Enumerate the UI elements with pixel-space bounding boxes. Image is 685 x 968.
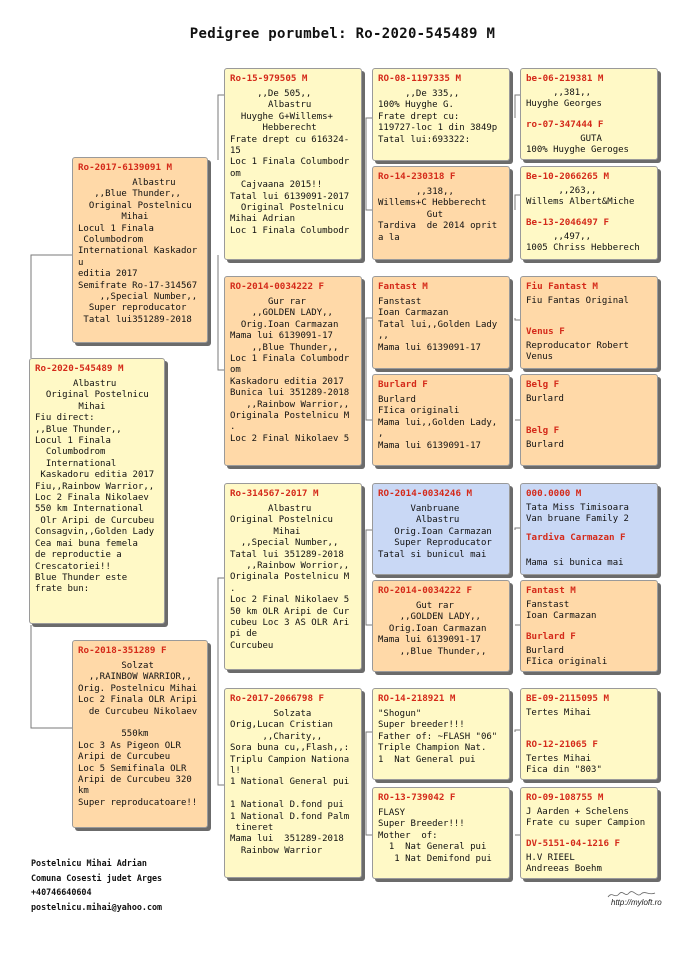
pigeon-card-dss[interactable] xyxy=(372,483,510,575)
pigeon-card-dam-dam[interactable] xyxy=(224,688,362,878)
pigeon-description: Reproducator Robert Venus xyxy=(526,341,629,363)
pigeon-card-sds[interactable] xyxy=(372,276,510,369)
pigeon-card-sire-sire[interactable] xyxy=(224,68,362,260)
pigeon-description: Tertes Mihai Fica din "803" xyxy=(526,754,602,776)
pigeon-card-sire[interactable] xyxy=(72,157,208,343)
pigeon-ring-id: 000.0000 M xyxy=(526,488,582,499)
pigeon-description: J Aarden + Schelens Frate cu super Campion xyxy=(526,807,646,829)
pigeon-ring-id: ro-07-347444 F xyxy=(526,119,604,130)
pigeon-description: Albastru ,,Blue Thunder,, Original Postelnicu Mihai Locul 1 Finala Columbodrom International Kaskador u editia 2017 Semifrate Ro-17-314567 ,,Special Number,, Super reproducator Tatal lui351289-2018 xyxy=(78,178,198,325)
pigeon-description: ,,De 335,, 100% Huyghe G. Frate drept cu: 119727-loc 1 din 3849p Tatal lui:693322: xyxy=(378,89,498,145)
pigeon-ring-id: DV-5151-04-1216 F xyxy=(526,838,621,849)
pigeon-description: "Shogun" Super breeder!!! Father of: ~FLASH "06" Triple Champion Nat. 1 Nat General pui xyxy=(378,709,498,765)
pigeon-ring-id: Burlard F xyxy=(526,631,576,642)
pigeon-card-ssd[interactable] xyxy=(372,166,510,260)
pigeon-description: Solzata Orig,Lucan Cristian ,,Charity,, Sora buna cu,,Flash,,: Triplu Campion Nationa l! 1 National General pui 1 National D.fond pui 1 National D.fond Palm tineret Mama lui 351289-2018 Rainbow Warrior xyxy=(230,709,350,856)
pigeon-description: Tata Miss Timisoara Van bruane Family 2 xyxy=(526,503,629,525)
breeder-address: Comuna Cosesti judet Arges xyxy=(31,872,163,883)
pigeon-card-pair-5[interactable] xyxy=(520,483,658,575)
website-credit[interactable]: http://myloft.ro xyxy=(611,898,662,907)
pigeon-ring-id: RO-12-21065 F xyxy=(526,739,598,750)
pigeon-ring-id: RO-2014-0034246 M xyxy=(378,488,473,499)
pigeon-ring-id: Ro-14-230318 F xyxy=(378,171,456,182)
pigeon-ring-id: Ro-15-979505 M xyxy=(230,73,308,84)
pigeon-ring-id: RO-09-108755 M xyxy=(526,792,604,803)
pigeon-card-sss[interactable] xyxy=(372,68,510,161)
pigeon-ring-id: Fantast M xyxy=(526,585,576,596)
pigeon-ring-id: Ro-2018-351289 F xyxy=(78,645,167,656)
pigeon-ring-id: RO-14-218921 M xyxy=(378,693,456,704)
pigeon-card-pair-6[interactable] xyxy=(520,580,658,672)
pigeon-description: FLASY Super Breeder!!! Mother of: 1 Nat General pui 1 Nat Demifond pui xyxy=(378,808,492,864)
pigeon-ring-id: Belg F xyxy=(526,379,560,390)
pigeon-description: Albastru Original Postelnicu Mihai Fiu direct: ,,Blue Thunder,, Locul 1 Finala Columbodrom International Kaskadoru editia 2017 Fiu,,Rainbow Warrior,, Loc 2 Finala Nikolaev 550 km International Olr Aripi de Curcubeu Consagvin,,Golden Lady Cea mai buna femela de reproductie a Crescatoriei!! Blue Thunder este frate bun: xyxy=(35,379,155,595)
pigeon-description: ,,318,, Willems+C Hebberecht Gut Tardiva de 2014 oprit a la xyxy=(378,187,498,243)
pigeon-description: ,,De 505,, Albastru Huyghe G+Willems+ Hebberecht Frate drept cu 616324- 15 Loc 1 Finala Columbodr om Cajvaana 2015!! Tatal lui 6139091-2017 Original Postelnicu Mihai Adrian Loc 1 Finala Columbodr xyxy=(230,89,350,236)
pigeon-card-ddd[interactable] xyxy=(372,787,510,879)
pigeon-card-subject[interactable] xyxy=(29,358,165,624)
pigeon-ring-id: RO-08-1197335 M xyxy=(378,73,461,84)
pigeon-card-pair-3[interactable] xyxy=(520,276,658,369)
pigeon-card-pair-2[interactable] xyxy=(520,166,658,260)
pigeon-card-dds[interactable] xyxy=(372,688,510,780)
pigeon-card-pair-8[interactable] xyxy=(520,787,658,879)
pigeon-description: Burlard xyxy=(526,440,564,450)
pigeon-ring-id: Be-13-2046497 F xyxy=(526,217,609,228)
pigeon-ring-id: RO-2014-0034222 F xyxy=(378,585,473,596)
pigeon-ring-id: Ro-314567-2017 M xyxy=(230,488,319,499)
pigeon-description: Mama si bunica mai xyxy=(526,558,624,569)
pigeon-card-sdd[interactable] xyxy=(372,374,510,466)
pigeon-card-dsd[interactable] xyxy=(372,580,510,672)
pigeon-description: H.V RIEEL Andreeas Boehm xyxy=(526,853,602,875)
pigeon-description: Burlard FIica originali xyxy=(526,646,608,668)
pigeon-description: Burlard FIica originali Mama lui,,Golden Lady, , Mama lui 6139091-17 xyxy=(378,395,498,451)
pigeon-description: ,,381,, Huyghe Georges xyxy=(526,88,602,110)
pigeon-card-pair-4[interactable] xyxy=(520,374,658,466)
pigeon-description: Gut rar ,,GOLDEN LADY,, Orig.Ioan Carmazan Mama lui 6139091-17 ,,Blue Thunder,, xyxy=(378,601,487,657)
pigeon-description: ,,497,, 1005 Chriss Hebberech xyxy=(526,232,640,254)
pigeon-ring-id: BE-09-2115095 M xyxy=(526,693,609,704)
pigeon-ring-id: Ro-2020-545489 M xyxy=(35,363,124,374)
pigeon-description: Fanstast Ioan Carmazan Tatal lui,,Golden Lady ,, Mama lui 6139091-17 xyxy=(378,297,498,353)
pigeon-description: Fiu Fantas Original xyxy=(526,296,629,306)
pigeon-ring-id: Venus F xyxy=(526,326,565,337)
breeder-name: Postelnicu Mihai Adrian xyxy=(31,858,147,868)
pigeon-description: Burlard xyxy=(526,394,564,404)
pigeon-ring-id: Burlard F xyxy=(378,379,428,390)
breeder-contact xyxy=(31,856,162,914)
pigeon-ring-id: Tardiva Carmazan F xyxy=(526,532,626,543)
pigeon-card-sire-dam[interactable] xyxy=(224,276,362,466)
pigeon-ring-id: Ro-2017-2066798 F xyxy=(230,693,325,704)
breeder-email[interactable]: postelnicu.mihai@yahoo.com xyxy=(31,901,163,912)
pigeon-description: Albastru Original Postelnicu Mihai ,,Special Number,, Tatal lui 351289-2018 ,,Rainbow Worrior,, Originala Postelnicu M . Loc 2 Final Nikolaev 5 50 km OLR Aripi de Cur cubeu Loc 3 AS OLR Ari pi de Curcubeu xyxy=(230,504,350,651)
pigeon-description: Gur rar ,,GOLDEN LADY,, Orig.Ioan Carmazan Mama lui 6139091-17 ,,Blue Thunder,, Loc 1 Finala Columbodr om Kaskadoru editia 2017 Bunica lui 351289-2018 ,,Rainbow Warrior,, Originala Postelnicu M . Loc 2 Final Nikolaev 5 xyxy=(230,297,350,444)
breeder-phone: +40746640604 xyxy=(31,887,92,897)
pigeon-ring-id: be-06-219381 M xyxy=(526,73,604,84)
page-title: Pedigree porumbel: Ro-2020-545489 M xyxy=(189,26,496,42)
pigeon-ring-id: Belg F xyxy=(526,425,560,436)
pigeon-description: ,,263,, Willems Albert&Miche xyxy=(526,186,635,208)
pigeon-ring-id: Fantast M xyxy=(378,281,428,292)
pigeon-card-pair-7[interactable] xyxy=(520,688,658,780)
pigeon-description: Solzat ,,RAINBOW WARRIOR,, Orig. Postelnicu Mihai Loc 2 Finala OLR Aripi de Curcubeu Nikolaev 550km Loc 3 As Pigeon OLR Aripi de Curcubeu Loc 5 Semifinala OLR Aripi de Curcubeu 320 km Super reproducatoare!! xyxy=(78,661,198,808)
pigeon-description: Vanbruane Albastru Orig.Ioan Carmazan Super Reproducator Tatal si bunicul mai xyxy=(378,504,492,560)
pigeon-ring-id: Fiu Fantast M xyxy=(526,281,598,292)
pigeon-ring-id: RO-13-739042 F xyxy=(378,792,456,803)
pigeon-ring-id: RO-2014-0034222 F xyxy=(230,281,325,292)
pigeon-description: Tertes Mihai xyxy=(526,708,592,718)
pigeon-description: Fanstast Ioan Carmazan xyxy=(526,600,597,622)
pigeon-description: GUTA 100% Huyghe Geroges xyxy=(526,134,629,156)
pigeon-ring-id: Be-10-2066265 M xyxy=(526,171,609,182)
pigeon-card-dam[interactable] xyxy=(72,640,208,828)
pigeon-ring-id: Ro-2017-6139091 M xyxy=(78,162,173,173)
pigeon-card-dam-sire[interactable] xyxy=(224,483,362,670)
pigeon-card-pair-1[interactable] xyxy=(520,68,658,160)
